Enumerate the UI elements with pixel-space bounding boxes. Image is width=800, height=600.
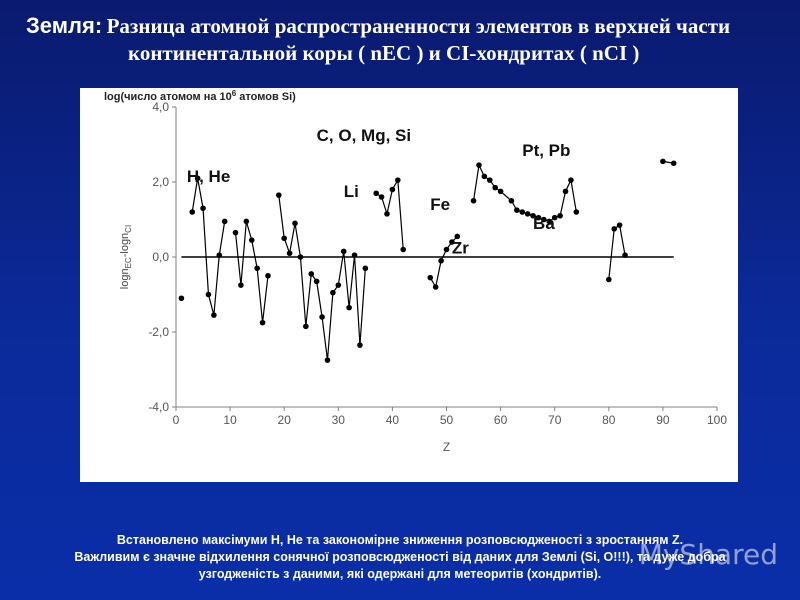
y-tick-label: -4,0	[148, 400, 169, 414]
title-line2: континентальной коры ( nEC ) и CI-хондритах ( nCI )	[128, 40, 640, 65]
data-point	[211, 312, 217, 318]
x-tick-label: 100	[706, 413, 728, 427]
data-point	[179, 295, 185, 301]
data-point	[438, 258, 444, 264]
data-point	[487, 177, 493, 183]
x-tick-label: 80	[602, 413, 616, 427]
annotation-label: C, O, Mg, Si	[316, 125, 412, 145]
caption-line-3: узгодженість з даними, які одержані для метеоритів (хондритів).	[198, 566, 602, 581]
annotation-label: Fe	[430, 195, 451, 215]
data-point	[233, 230, 239, 236]
data-point	[390, 187, 396, 193]
data-point	[519, 209, 525, 215]
x-tick-label: 60	[493, 413, 508, 427]
data-point	[238, 282, 244, 288]
data-point	[276, 192, 282, 198]
data-point	[568, 177, 574, 183]
data-point	[189, 209, 195, 215]
data-point	[200, 205, 206, 211]
data-point	[357, 342, 363, 348]
x-axis-label: Z	[442, 440, 451, 454]
data-point	[379, 194, 385, 200]
data-point	[373, 190, 379, 196]
chart	[80, 88, 738, 482]
data-point	[314, 279, 320, 285]
x-tick-label: 70	[548, 413, 562, 427]
data-point	[281, 235, 287, 241]
data-point	[341, 249, 347, 255]
series-line-seg7	[474, 165, 577, 221]
data-point	[319, 314, 325, 320]
y-tick-label: 0,0	[152, 250, 169, 264]
data-point	[260, 320, 266, 326]
annotation-label: Zr	[451, 238, 469, 258]
series-line-seg4	[279, 195, 366, 360]
data-point	[303, 324, 309, 330]
annotation-label: Li	[343, 182, 359, 201]
caption-line-2: Важливим є значне відхилення сонячної розповсюдженості від даних для Землі (Si, O!!!), та дуже добра	[74, 549, 726, 564]
data-point	[433, 284, 439, 290]
data-point	[298, 254, 304, 260]
caption-line-1: Встановлено максімуми H, He та закономірне зниження розповсюдженості з зростанням Z.	[116, 533, 684, 547]
series-line-seg5	[376, 180, 403, 249]
title-main: Земля:	[26, 13, 103, 38]
data-point	[671, 160, 677, 166]
data-point	[325, 357, 331, 363]
annotation-label: Pt, Pb	[522, 140, 571, 160]
data-point	[216, 252, 222, 258]
data-point	[400, 247, 406, 253]
data-point	[498, 189, 504, 195]
data-point	[482, 174, 488, 180]
data-point	[492, 185, 498, 191]
data-point	[611, 226, 617, 232]
data-point	[476, 162, 482, 168]
data-point	[622, 252, 628, 258]
data-point	[249, 237, 255, 243]
data-point	[514, 207, 520, 213]
data-point	[287, 250, 293, 256]
data-point	[330, 290, 336, 296]
data-point	[617, 222, 623, 228]
data-point	[509, 198, 515, 204]
slide-title	[26, 12, 776, 66]
data-point	[336, 282, 342, 288]
data-point	[308, 271, 314, 277]
x-tick-label: 90	[656, 413, 670, 427]
x-tick-label: 10	[223, 413, 237, 427]
title-sub: Разница атомной распространенности элементов в верхней части	[106, 14, 731, 38]
data-point	[444, 247, 450, 253]
data-point	[254, 265, 260, 271]
data-point	[206, 292, 212, 298]
data-point	[525, 211, 531, 217]
data-point	[606, 277, 612, 283]
y-axis-top-label: log(число атомом на $10^6$ атомов Si)	[104, 89, 296, 103]
series-line-seg3	[236, 221, 268, 322]
chart-panel	[80, 88, 738, 482]
data-point	[384, 211, 390, 217]
data-point	[346, 305, 352, 311]
data-point	[265, 273, 271, 279]
y-tick-label: 4,0	[152, 100, 169, 114]
data-point	[574, 209, 580, 215]
data-point	[363, 265, 369, 271]
data-point	[427, 275, 433, 281]
data-point	[292, 220, 298, 226]
data-point	[244, 219, 250, 225]
x-tick-label: 20	[277, 413, 291, 427]
y-tick-label: -2,0	[148, 325, 169, 339]
data-point	[660, 159, 666, 165]
data-point	[557, 213, 563, 219]
data-point	[471, 198, 477, 204]
x-tick-label: 40	[385, 413, 400, 427]
data-point	[563, 189, 569, 195]
x-tick-label: 30	[331, 413, 345, 427]
data-point	[222, 219, 228, 225]
annotation-label: Ba	[533, 213, 555, 233]
data-point	[352, 252, 358, 258]
watermark: MyShared	[638, 538, 778, 571]
series-line-seg8	[609, 225, 625, 279]
y-tick-label: 2,0	[152, 175, 169, 189]
data-point	[395, 177, 401, 183]
x-tick-label: 0	[172, 413, 180, 427]
annotation-label: H, He	[186, 167, 231, 186]
y-axis-label: logn$_{EC}$-logn$_{CI}$	[119, 224, 133, 290]
x-tick-label: 50	[439, 413, 454, 427]
